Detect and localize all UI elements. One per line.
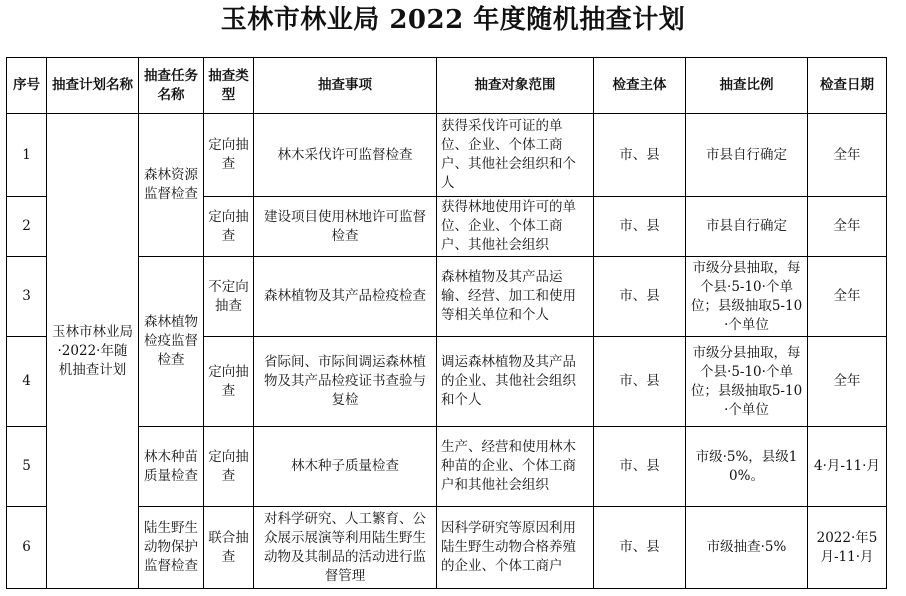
table-row	[7, 427, 887, 507]
subject-cell: 市、县	[594, 507, 686, 589]
row-number: 2	[7, 197, 47, 257]
date-cell: 全年	[808, 114, 887, 197]
item-cell: 森林植物及其产品检疫检查	[254, 257, 437, 337]
inspection-plan-table	[6, 57, 887, 589]
item-cell: 林木种子质量检查	[254, 427, 437, 507]
header-cell-scope: 抽查对象范围	[437, 58, 594, 114]
row-number: 6	[7, 507, 47, 589]
scope-cell: 生产、经营和使用林木种苗的企业、个体工商户和其他社会组织	[437, 427, 594, 507]
type-cell: 定向抽查	[204, 197, 254, 257]
type-cell: 不定向抽查	[204, 257, 254, 337]
task-cell: 陆生野生动物保护监督检查	[139, 507, 204, 589]
subject-cell: 市、县	[594, 197, 686, 257]
row-number: 3	[7, 257, 47, 337]
header-cell-date: 检查日期	[808, 58, 887, 114]
date-cell: 全年	[808, 197, 887, 257]
task-cell: 森林植物检疫监督检查	[139, 257, 204, 427]
scope-cell: 调运森林植物及其产品的企业、其他社会组织和个人	[437, 337, 594, 427]
item-cell: 建设项目使用林地许可监督检查	[254, 197, 437, 257]
table-row	[7, 257, 887, 337]
ratio-cell: 市级·5%，县级10%。	[686, 427, 808, 507]
row-number: 5	[7, 427, 47, 507]
subject-cell: 市、县	[594, 257, 686, 337]
task-cell: 林木种苗质量检查	[139, 427, 204, 507]
scope-cell: 获得采伐许可证的单位、企业、个体工商户、其他社会组织和个人	[437, 114, 594, 197]
date-cell: 2022·年5月-11·月	[808, 507, 887, 589]
type-cell: 定向抽查	[204, 114, 254, 197]
ratio-cell: 市县自行确定	[686, 197, 808, 257]
task-cell: 森林资源监督检查	[139, 114, 204, 257]
item-cell: 对科学研究、人工繁育、公众展示展演等利用陆生野生动物及其制品的活动进行监督管理	[254, 507, 437, 589]
table-row	[7, 507, 887, 589]
subject-cell: 市、县	[594, 337, 686, 427]
date-cell: 4·月-11·月	[808, 427, 887, 507]
header-cell-task: 抽查任务名称	[139, 58, 204, 114]
header-cell-item: 抽查事项	[254, 58, 437, 114]
item-cell: 省际间、市际间调运森林植物及其产品检疫证书查验与复检	[254, 337, 437, 427]
ratio-cell: 市级分县抽取，每个县·5-10·个单位；县级抽取5-10·个单位	[686, 337, 808, 427]
header-cell-type: 抽查类型	[204, 58, 254, 114]
header-cell-plan: 抽查计划名称	[47, 58, 139, 114]
date-cell: 全年	[808, 257, 887, 337]
type-cell: 定向抽查	[204, 337, 254, 427]
date-cell: 全年	[808, 337, 887, 427]
header-row	[7, 58, 887, 114]
subject-cell: 市、县	[594, 427, 686, 507]
scope-cell: 森林植物及其产品运输、经营、加工和使用等相关单位和个人	[437, 257, 594, 337]
header-cell-ratio: 抽查比例	[686, 58, 808, 114]
row-number: 1	[7, 114, 47, 197]
row-number: 4	[7, 337, 47, 427]
ratio-cell: 市级抽查·5%	[686, 507, 808, 589]
item-cell: 林木采伐许可监督检查	[254, 114, 437, 197]
ratio-cell: 市级分县抽取，每个县·5-10·个单位；县级抽取5-10·个单位	[686, 257, 808, 337]
header-cell-no: 序号	[7, 58, 47, 114]
header-cell-subject: 检查主体	[594, 58, 686, 114]
subject-cell: 市、县	[594, 114, 686, 197]
type-cell: 联合抽查	[204, 507, 254, 589]
ratio-cell: 市县自行确定	[686, 114, 808, 197]
table-row	[7, 114, 887, 197]
page-title: 玉林市林业局 2022 年度随机抽查计划	[220, 5, 686, 35]
scope-cell: 因科学研究等原因利用陆生野生动物合格养殖的企业、个体工商户	[437, 507, 594, 589]
plan-name-cell: 玉林市林业局·2022·年随机抽查计划	[47, 114, 139, 589]
type-cell: 定向抽查	[204, 427, 254, 507]
scope-cell: 获得林地使用许可的单位、企业、个体工商户、其他社会组织	[437, 197, 594, 257]
